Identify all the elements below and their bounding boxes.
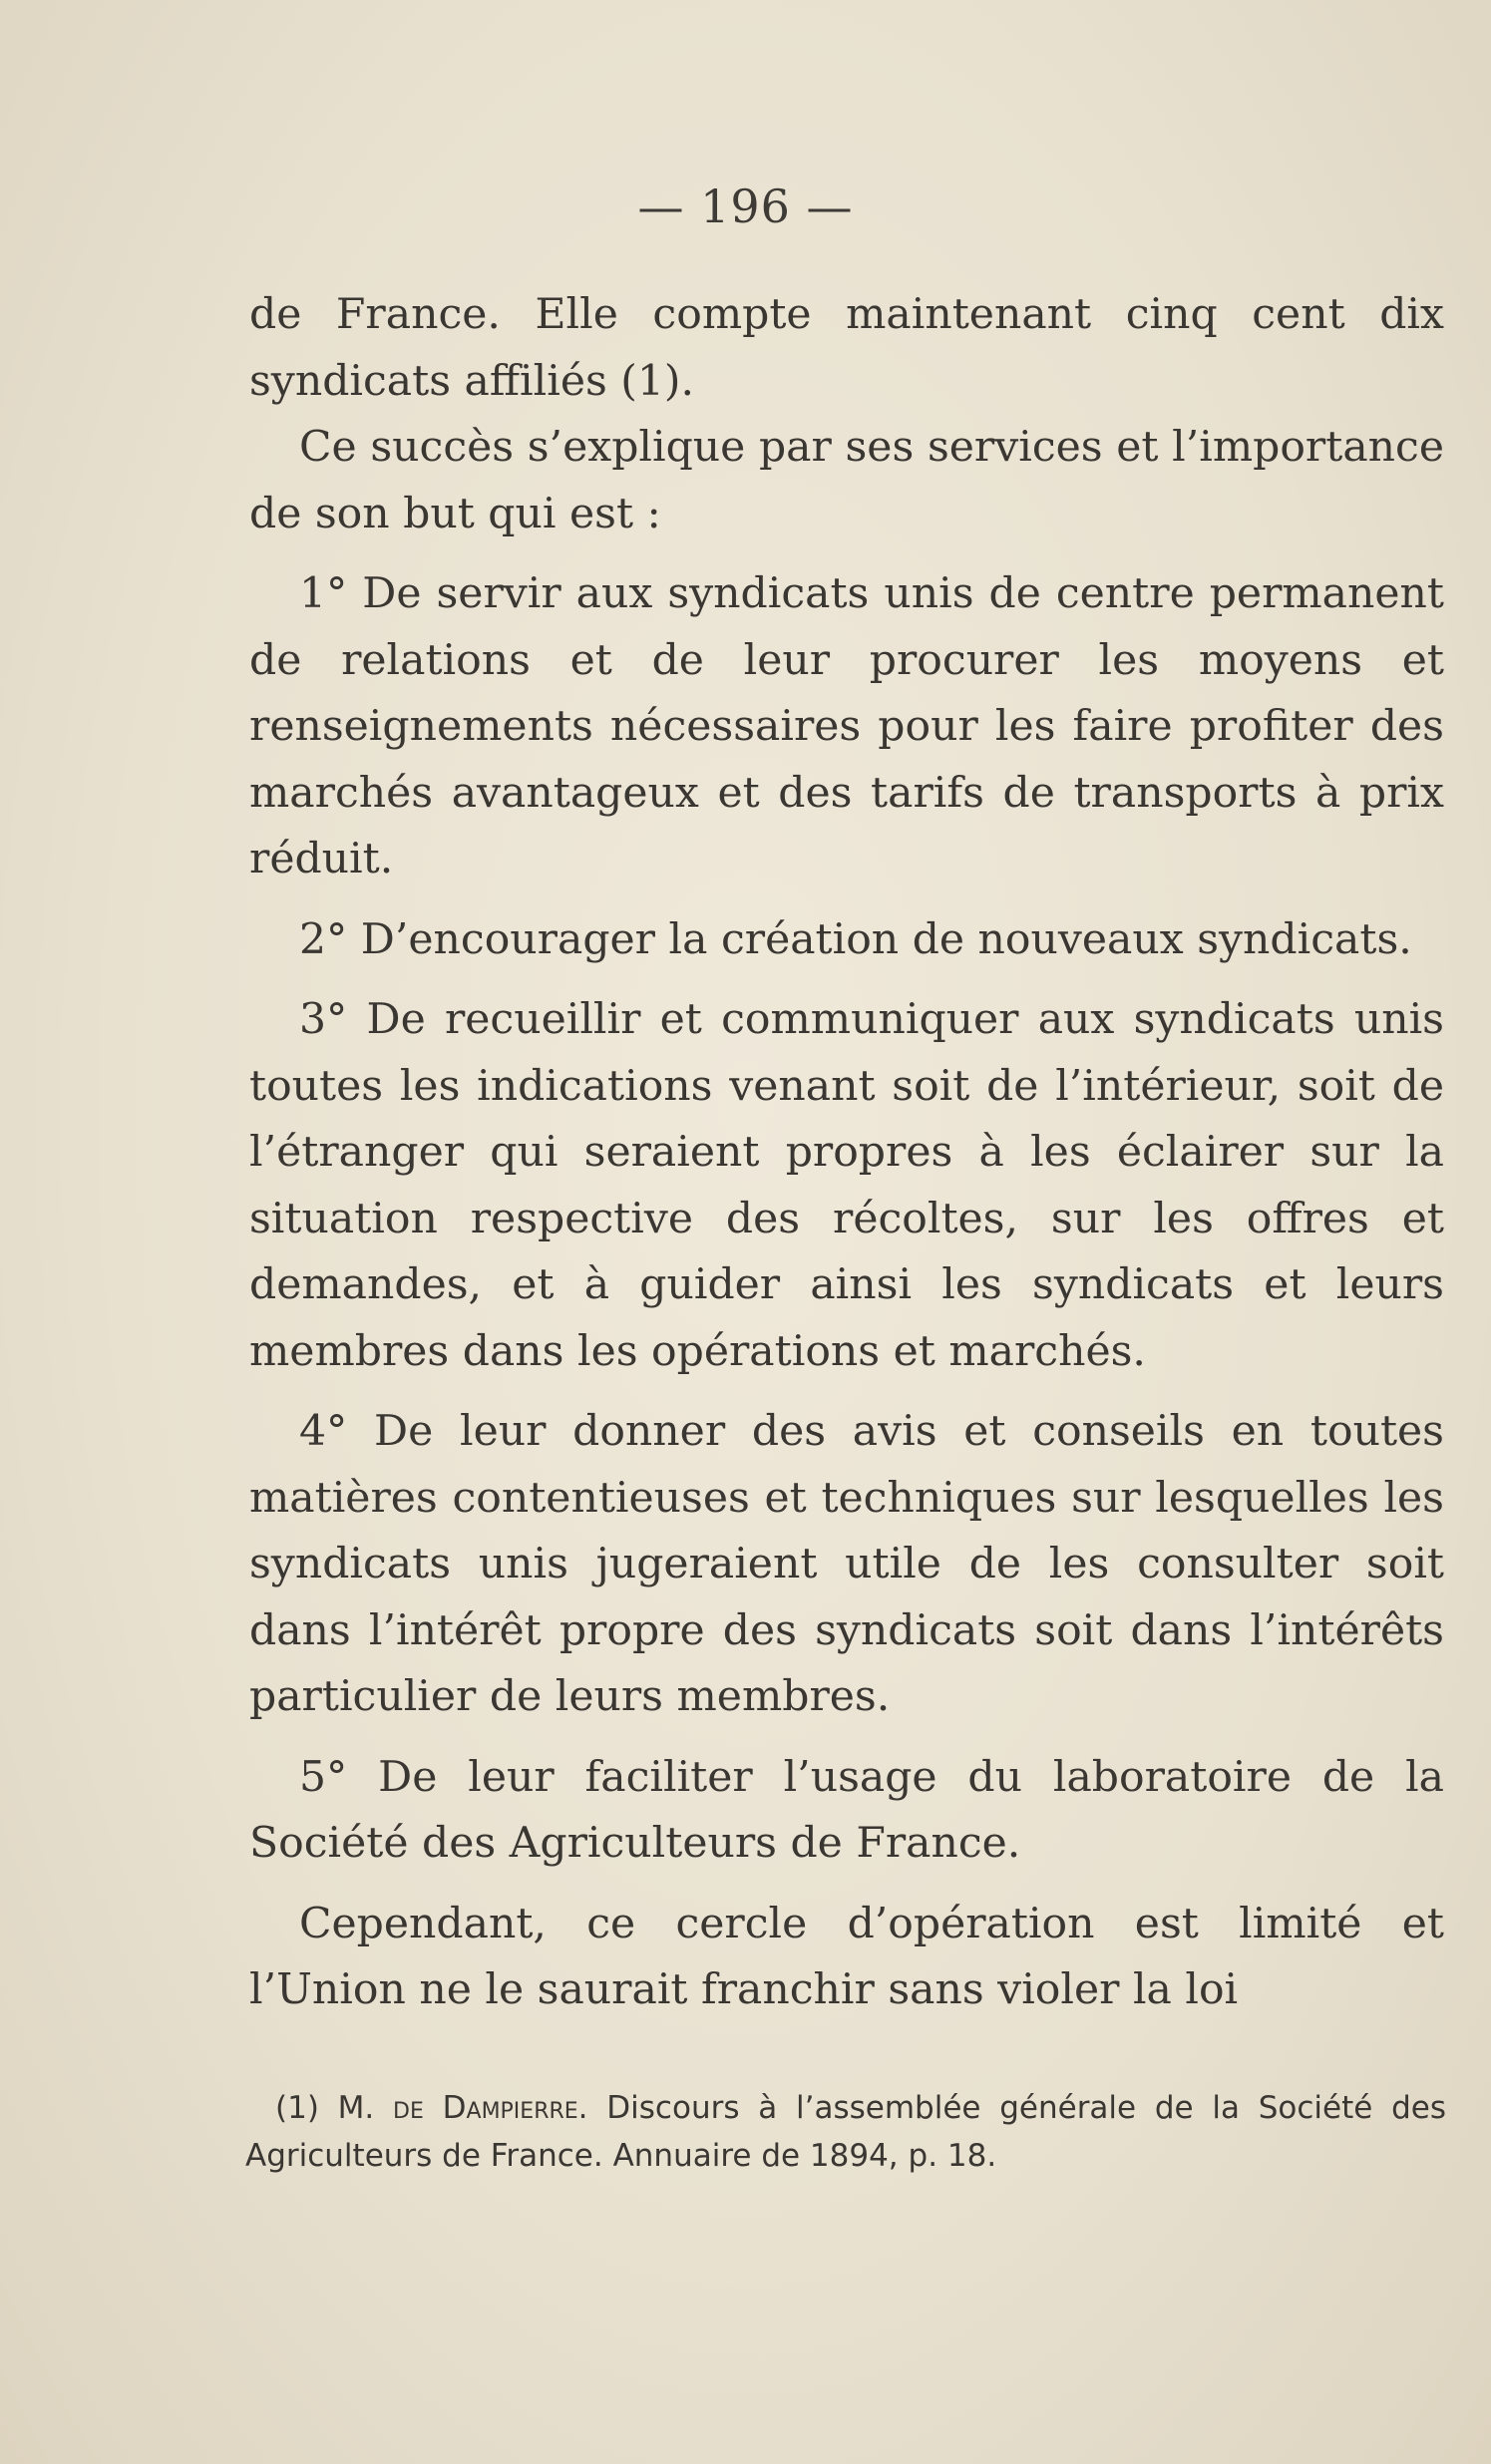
paragraph: Ce succès s’explique par ses services et l’importance de son but qui est : (249, 423, 1444, 538)
footnotes (245, 2084, 1446, 2180)
footnote (245, 2084, 1446, 2180)
paragraph: de France. Elle compte maintenant cinq cent dix syndicats affiliés (1). (249, 290, 1444, 406)
body-text (249, 282, 1444, 2024)
paragraph-item-4: 4° De leur donner des avis et conseils en toutes matières contentieuses et techniques sur lesquelles les syndicats unis jugeraient utile de les consulter soit dans l’intérêt propre des syndicats soit dans l’intérêts particulier de leurs membres. (249, 1407, 1444, 1721)
paragraph-item-5: 5° De leur faciliter l’usage du laboratoire de la Société des Agriculteurs de France. (249, 1752, 1444, 1868)
paragraph-item-2: 2° D’encourager la création de nouveaux syndicats. (299, 914, 1412, 964)
footnote-text: Discours à l’assemblée générale de la Société des Agriculteurs de France. Annuaire de 1894, p. 18. (245, 2090, 1447, 2174)
footnote-author: de Dampierre. (393, 2090, 588, 2126)
page-number: — 196 — (637, 179, 854, 233)
paragraph-item-3: 3° De recueillir et communiquer aux syndicats unis toutes les indications venant soit de l’intérieur, soit de l’étranger qui seraient propres à les éclairer sur la situation respective des récoltes, sur les offres et demandes, et à guider ainsi les syndicats et leurs membres dans les opérations et marchés. (249, 995, 1444, 1376)
footnote-marker: (1) M. (275, 2090, 375, 2126)
paragraph: Cependant, ce cercle d’opération est limité et l’Union ne le saurait franchir sans violer la loi (249, 1899, 1444, 2014)
paragraph-item-1: 1° De servir aux syndicats unis de centre permanent de relations et de leur procurer les moyens et renseignements nécessaires pour les faire profiter des marchés avantageux et des tarifs de transports à prix réduit. (249, 569, 1444, 883)
